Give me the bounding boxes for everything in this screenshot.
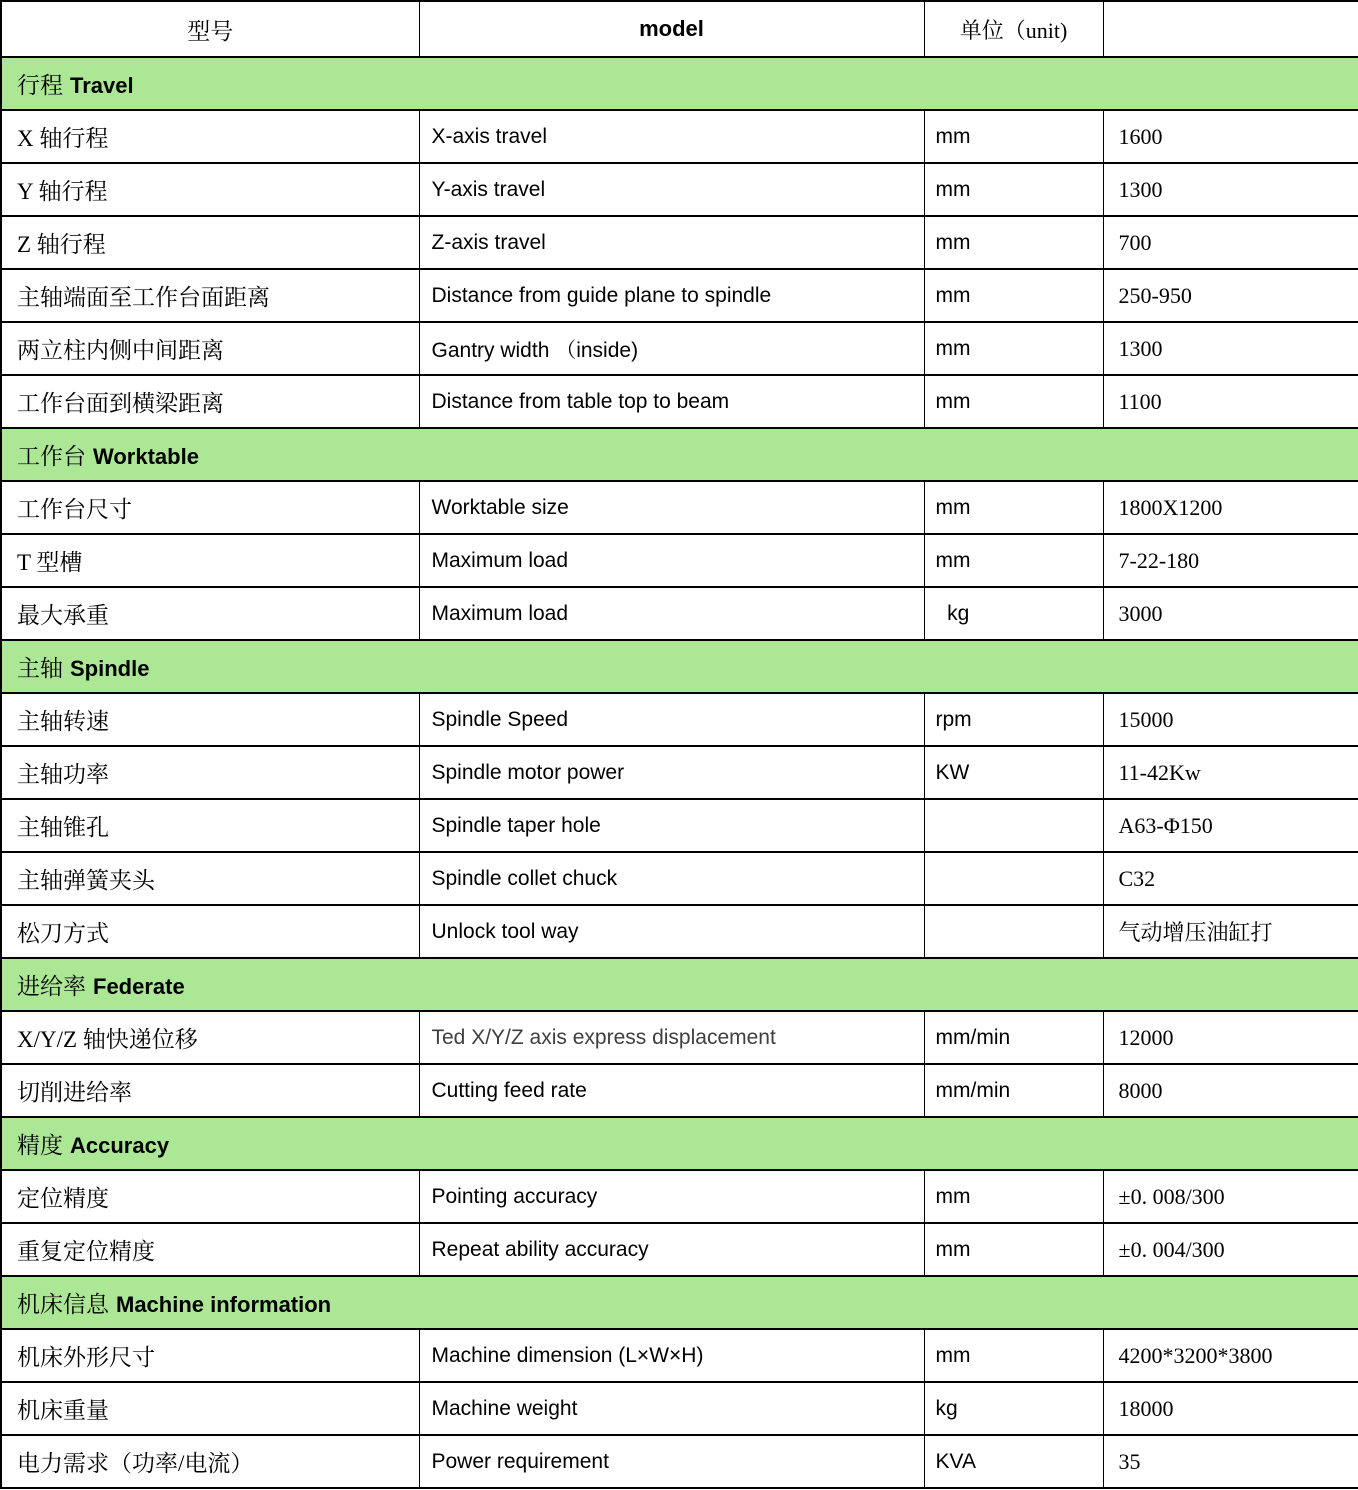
section-title-en: Accuracy [70,1133,170,1158]
spec-unit: mm [924,534,1103,587]
spec-row [1,905,1358,958]
section-title-cn: 主轴 [17,656,63,681]
spec-label-en: Worktable size [419,481,924,534]
spec-value: 气动增压油缸打 [1103,905,1358,958]
section-title [1,57,1358,110]
spec-value: 700 [1103,216,1358,269]
section-title-en: Worktable [93,444,199,469]
spec-value: 3000 [1103,587,1358,640]
spec-unit: mm [924,1329,1103,1382]
spec-unit: mm/min [924,1011,1103,1064]
spec-value: 1300 [1103,322,1358,375]
header-unit-label: 单位（unit) [924,1,1103,57]
spec-label-cn: 切削进给率 [1,1064,419,1117]
spec-value: ±0. 004/300 [1103,1223,1358,1276]
spec-row [1,163,1358,216]
spec-label-en: Spindle motor power [419,746,924,799]
spec-row [1,1170,1358,1223]
section-title [1,1276,1358,1329]
section-title-en: Machine information [116,1292,332,1317]
spec-row [1,1329,1358,1382]
spec-label-en: Maximum load [419,534,924,587]
spec-value: 12000 [1103,1011,1358,1064]
section-title [1,1117,1358,1170]
spec-label-en: Gantry width （inside) [419,322,924,375]
spec-unit: mm [924,216,1103,269]
spec-row [1,1064,1358,1117]
spec-value: 1300 [1103,163,1358,216]
section-title [1,428,1358,481]
spec-unit: mm/min [924,1064,1103,1117]
header-model-label-cn: 型号 [1,1,419,57]
spec-unit: KW [924,746,1103,799]
spec-unit: rpm [924,693,1103,746]
section-title-cn: 精度 [17,1133,63,1158]
spec-label-en: Y-axis travel [419,163,924,216]
section-title [1,958,1358,1011]
spec-label-cn: Y 轴行程 [1,163,419,216]
spec-value: 11-42Kw [1103,746,1358,799]
spec-unit: mm [924,269,1103,322]
section-title [1,640,1358,693]
spec-label-en: Z-axis travel [419,216,924,269]
spec-unit: kg [924,587,1103,640]
header-model-label-en: model [419,1,924,57]
spec-value: 18000 [1103,1382,1358,1435]
spec-row [1,534,1358,587]
spec-unit: mm [924,1170,1103,1223]
spec-unit: mm [924,163,1103,216]
spec-label-cn: 重复定位精度 [1,1223,419,1276]
spec-label-cn: 主轴弹簧夹头 [1,852,419,905]
spec-unit: mm [924,322,1103,375]
spec-label-cn: 定位精度 [1,1170,419,1223]
section-row [1,57,1358,110]
spec-label-cn: 电力需求（功率/电流） [1,1435,419,1488]
spec-row [1,1382,1358,1435]
spec-label-cn: 主轴转速 [1,693,419,746]
spec-unit [924,852,1103,905]
spec-row [1,587,1358,640]
spec-row [1,269,1358,322]
spec-row [1,693,1358,746]
spec-label-cn: T 型槽 [1,534,419,587]
spec-row [1,110,1358,163]
spec-unit [924,799,1103,852]
section-row [1,428,1358,481]
spec-label-en: Ted X/Y/Z axis express displacement [419,1011,924,1064]
spec-unit: mm [924,481,1103,534]
spec-label-en: Machine weight [419,1382,924,1435]
spec-unit: mm [924,1223,1103,1276]
spec-value: ±0. 008/300 [1103,1170,1358,1223]
spec-label-cn: Z 轴行程 [1,216,419,269]
spec-label-en: Cutting feed rate [419,1064,924,1117]
spec-row [1,1011,1358,1064]
spec-label-cn: 两立柱内侧中间距离 [1,322,419,375]
spec-label-en: Spindle Speed [419,693,924,746]
spec-label-en: Maximum load [419,587,924,640]
section-row [1,958,1358,1011]
spec-label-cn: 最大承重 [1,587,419,640]
header-row [1,1,1358,57]
spec-label-cn: X/Y/Z 轴快递位移 [1,1011,419,1064]
spec-label-cn: 松刀方式 [1,905,419,958]
spec-label-cn: 工作台面到横梁距离 [1,375,419,428]
spec-label-en: Repeat ability accuracy [419,1223,924,1276]
spec-value: 1600 [1103,110,1358,163]
spec-label-cn: 主轴锥孔 [1,799,419,852]
spec-label-cn: 机床重量 [1,1382,419,1435]
spec-row [1,799,1358,852]
spec-row [1,852,1358,905]
spec-label-cn: 工作台尺寸 [1,481,419,534]
spec-value: 1800X1200 [1103,481,1358,534]
spec-row [1,322,1358,375]
spec-label-en: Spindle taper hole [419,799,924,852]
spec-label-cn: X 轴行程 [1,110,419,163]
section-title-en: Spindle [70,656,150,681]
spec-unit: mm [924,375,1103,428]
spec-unit: KVA [924,1435,1103,1488]
spec-value: 4200*3200*3800 [1103,1329,1358,1382]
spec-label-en: Distance from table top to beam [419,375,924,428]
spec-value: 250-950 [1103,269,1358,322]
spec-value: A63-Φ150 [1103,799,1358,852]
spec-row [1,375,1358,428]
section-title-cn: 工作台 [17,444,86,469]
spec-row [1,481,1358,534]
section-row [1,1276,1358,1329]
section-row [1,640,1358,693]
spec-label-en: Pointing accuracy [419,1170,924,1223]
spec-unit: mm [924,110,1103,163]
spec-row [1,746,1358,799]
spec-label-en: Spindle collet chuck [419,852,924,905]
spec-value: 1100 [1103,375,1358,428]
spec-value: 35 [1103,1435,1358,1488]
spec-label-en: Power requirement [419,1435,924,1488]
section-title-cn: 行程 [17,73,63,98]
spec-table-body [1,57,1358,1488]
section-row [1,1117,1358,1170]
spec-label-en: X-axis travel [419,110,924,163]
spec-label-cn: 主轴功率 [1,746,419,799]
spec-row [1,1435,1358,1488]
spec-value: 7-22-180 [1103,534,1358,587]
section-title-cn: 机床信息 [17,1292,109,1317]
spec-label-en: Distance from guide plane to spindle [419,269,924,322]
spec-value: C32 [1103,852,1358,905]
spec-label-en: Machine dimension (L×W×H) [419,1329,924,1382]
spec-row [1,1223,1358,1276]
spec-label-cn: 机床外形尺寸 [1,1329,419,1382]
section-title-cn: 进给率 [17,974,86,999]
spec-unit: kg [924,1382,1103,1435]
header-value-cell [1103,1,1358,57]
spec-unit [924,905,1103,958]
spec-row [1,216,1358,269]
spec-value: 8000 [1103,1064,1358,1117]
section-title-en: Federate [93,974,185,999]
spec-label-en: Unlock tool way [419,905,924,958]
spec-label-cn: 主轴端面至工作台面距离 [1,269,419,322]
section-title-en: Travel [70,73,134,98]
spec-value: 15000 [1103,693,1358,746]
